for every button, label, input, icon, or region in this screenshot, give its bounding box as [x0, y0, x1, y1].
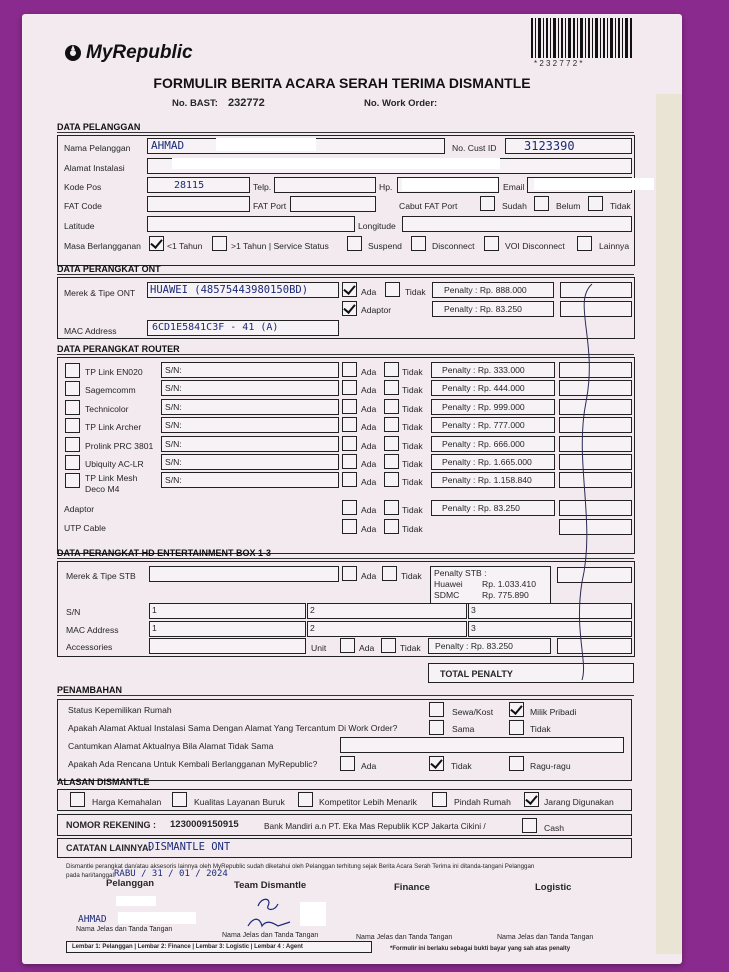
- stb-huawei-price: Rp. 1.033.410: [482, 579, 536, 589]
- router-row-1-tidak-checkbox[interactable]: [384, 362, 399, 377]
- router-row-1-ada: Ada: [361, 367, 377, 377]
- divider: [57, 695, 634, 696]
- lt1-label: <1 Tahun: [167, 241, 203, 251]
- router-row-6-penalty: Penalty : Rp. 1.665.000: [442, 457, 532, 467]
- total-penalty-label: TOTAL PENALTY: [440, 669, 513, 679]
- stb-sn-1[interactable]: [149, 603, 306, 619]
- stb-sdmc-price: Rp. 775.890: [482, 590, 529, 600]
- nama-label: Nama Pelanggan: [64, 143, 131, 153]
- kualitas-checkbox[interactable]: [172, 792, 187, 807]
- router-row-7-name2: Deco M4: [85, 484, 120, 495]
- nama-value: AHMAD: [151, 139, 185, 152]
- kode-pos-value: 28115: [174, 180, 205, 191]
- stb-merek-label: Merek & Tipe STB: [66, 571, 136, 581]
- stb-sn-label: S/N: [66, 607, 81, 617]
- router-row-7-ada-checkbox[interactable]: [342, 472, 357, 487]
- router-row-1-sn-field[interactable]: [161, 362, 339, 378]
- email-label: Email: [503, 182, 525, 192]
- router-row-1-ada-checkbox[interactable]: [342, 362, 357, 377]
- bast-number: 232772: [228, 97, 265, 109]
- jarang-checkbox[interactable]: [524, 792, 539, 807]
- rekening-number: 1230009150915: [170, 819, 239, 830]
- catatan-value: DISMANTLE ONT: [148, 841, 231, 853]
- router-adaptor-tidak: Tidak: [402, 505, 423, 515]
- rencana-tidak: Tidak: [451, 761, 472, 771]
- stb-merek-field[interactable]: [149, 566, 339, 582]
- telp-field[interactable]: [274, 177, 376, 193]
- stb-sn-3[interactable]: [468, 603, 632, 619]
- ont-ada-checkbox[interactable]: [342, 282, 357, 297]
- router-row-6-tidak-checkbox[interactable]: [384, 454, 399, 469]
- redaction: [402, 178, 498, 191]
- sig-team: Team Dismantle: [234, 880, 307, 891]
- belum-label: Belum: [556, 201, 581, 211]
- kompetitor-checkbox[interactable]: [298, 792, 313, 807]
- disconnect-checkbox[interactable]: [411, 236, 426, 251]
- stb-ada-checkbox[interactable]: [342, 566, 357, 581]
- divider: [57, 558, 634, 559]
- stb-mac-3[interactable]: [468, 621, 632, 637]
- router-row-3-sn-label: S/N:: [165, 401, 182, 412]
- stb-sn-2[interactable]: [307, 603, 467, 619]
- router-row-3-name: Technicolor: [85, 403, 129, 414]
- router-row-4-tidak-checkbox[interactable]: [384, 417, 399, 432]
- cust-id-label: No. Cust ID: [452, 143, 497, 153]
- acc-tidak-checkbox[interactable]: [381, 638, 396, 653]
- fat-code-label: FAT Code: [64, 201, 102, 211]
- stb-mac-1[interactable]: [149, 621, 306, 637]
- lainnya-label: Lainnya: [599, 241, 630, 251]
- stb-unit-label: Unit: [311, 643, 327, 653]
- work-order-label: No. Work Order:: [364, 98, 438, 109]
- router-row-5-ada: Ada: [361, 440, 377, 451]
- divider: [57, 354, 634, 355]
- sewa-label: Sewa/Kost: [452, 707, 494, 717]
- router-row-7-sn-label: S/N:: [165, 475, 182, 486]
- sig-logistic: Logistic: [535, 882, 572, 893]
- router-row-3-ada-checkbox[interactable]: [342, 399, 357, 414]
- router-row-3-penalty: Penalty : Rp. 999.000: [442, 401, 525, 412]
- ont-ada-label: Ada: [361, 287, 377, 297]
- form-title: FORMULIR BERITA ACARA SERAH TERIMA DISMANTLE: [153, 75, 531, 91]
- ont-tidak-checkbox[interactable]: [385, 282, 400, 297]
- redaction: [216, 138, 316, 151]
- router-row-4-tidak: Tidak: [402, 422, 423, 433]
- status-label: Status Kepemilikan Rumah: [68, 705, 172, 715]
- router-row-6-checkbox[interactable]: [65, 455, 80, 470]
- section-pelanggan: DATA PELANGGAN: [57, 122, 141, 132]
- router-row-3-ada: Ada: [361, 403, 377, 414]
- ont-tidak-label: Tidak: [405, 287, 426, 297]
- hp-label: Hp.: [379, 182, 393, 192]
- router-row-7-name: TP Link Mesh: [85, 473, 138, 484]
- team-signature: [238, 892, 298, 932]
- acc-penalty: Penalty : Rp. 83.250: [435, 641, 513, 651]
- fat-port-field[interactable]: [290, 196, 376, 212]
- router-row-2-tidak: Tidak: [402, 385, 423, 396]
- harga-checkbox[interactable]: [70, 792, 85, 807]
- router-row-3-sn-field[interactable]: [161, 399, 339, 415]
- router-adaptor-ada: Ada: [361, 505, 377, 515]
- alamat-label: Alamat Instalasi: [64, 163, 125, 173]
- router-row-6-sn-label: S/N:: [165, 457, 182, 467]
- suspend-checkbox[interactable]: [347, 236, 362, 251]
- suspend-label: Suspend: [368, 241, 402, 251]
- router-row-5-ada-checkbox[interactable]: [342, 436, 357, 451]
- stb-ada: Ada: [361, 571, 377, 581]
- acc-tidak: Tidak: [400, 643, 421, 653]
- acc-ada-checkbox[interactable]: [340, 638, 355, 653]
- cash-checkbox[interactable]: [522, 818, 537, 833]
- router-row-4-ada-checkbox[interactable]: [342, 417, 357, 432]
- router-row-1-sn-label: S/N:: [165, 365, 182, 375]
- router-row-4-sn-field[interactable]: [161, 417, 339, 433]
- router-row-2-ada: Ada: [361, 385, 377, 396]
- router-adaptor-penalty: Penalty : Rp. 83.250: [442, 503, 520, 513]
- kompetitor-label: Kompetitor Lebih Menarik: [319, 797, 417, 807]
- fat-port-label: FAT Port: [253, 201, 287, 211]
- router-row-5-penalty: Penalty : Rp. 666.000: [442, 438, 525, 449]
- ont-merek-label: Merek & Tipe ONT: [64, 288, 136, 298]
- milik-checkbox[interactable]: [509, 702, 524, 717]
- alamat-question: Apakah Alamat Aktual Instalasi Sama Dengan Alamat Yang Tercantum Di Work Order?: [68, 723, 398, 733]
- tidak-sama-label: Tidak: [530, 724, 551, 734]
- router-row-6-name: Ubiquity AC-LR: [85, 459, 144, 469]
- cantumkan-label: Cantumkan Alamat Aktualnya Bila Alamat Tidak Sama: [68, 741, 274, 751]
- router-row-6-tidak: Tidak: [402, 459, 423, 469]
- router-row-4-ada: Ada: [361, 422, 377, 433]
- sama-label: Sama: [452, 724, 475, 734]
- alamat-aktual-field[interactable]: [340, 737, 624, 753]
- pelanggan-name: AHMAD: [78, 914, 107, 925]
- cash-label: Cash: [544, 823, 565, 833]
- sig-caption-3: Nama Jelas dan Tanda Tangan: [356, 934, 453, 941]
- sewa-checkbox[interactable]: [429, 702, 444, 717]
- router-adaptor-tidak-checkbox[interactable]: [384, 500, 399, 515]
- harga-label: Harga Kemahalan: [92, 797, 162, 807]
- voi-label: VOI Disconnect: [505, 241, 565, 251]
- rencana-tidak-checkbox[interactable]: [429, 756, 444, 771]
- redaction: [172, 158, 500, 169]
- lt1-checkbox[interactable]: [149, 236, 164, 251]
- rekening-label: NOMOR REKENING :: [66, 820, 156, 830]
- latitude-field[interactable]: [147, 216, 355, 232]
- router-row-1-tidak: Tidak: [402, 367, 423, 377]
- utp-label: UTP Cable: [64, 523, 106, 533]
- rencana-ada: Ada: [361, 761, 377, 771]
- redaction: [116, 896, 156, 906]
- utp-ada: Ada: [361, 524, 377, 534]
- sig-caption-1: Nama Jelas dan Tanda Tangan: [76, 926, 173, 933]
- catatan-label: CATATAN LAINNYA:: [66, 843, 152, 853]
- router-row-5-tidak-checkbox[interactable]: [384, 436, 399, 451]
- sig-caption-4: Nama Jelas dan Tanda Tangan: [497, 934, 594, 941]
- stb-acc-label: Accessories: [66, 642, 113, 652]
- sama-checkbox[interactable]: [429, 720, 444, 735]
- utp-tidak-checkbox[interactable]: [384, 519, 399, 534]
- longitude-label: Longitude: [358, 221, 396, 231]
- stb-sn-n1: 1: [152, 605, 157, 615]
- gt1-label: >1 Tahun | Service Status: [231, 241, 329, 251]
- redaction: [118, 912, 196, 924]
- router-row-1-penalty: Penalty : Rp. 333.000: [442, 365, 525, 375]
- form-sheet: [22, 14, 682, 964]
- mac-label: MAC Address: [64, 326, 117, 336]
- router-row-5-sn-field[interactable]: [161, 436, 339, 452]
- mac-value: 6CD1E5841C3F - 41 (A): [152, 322, 279, 333]
- handwritten-line: [562, 282, 602, 682]
- underlying-page-edge: [656, 94, 682, 954]
- router-row-1-name: TP Link EN020: [85, 367, 143, 377]
- pindah-label: Pindah Rumah: [454, 797, 511, 807]
- stb-mac-n3: 3: [471, 623, 476, 633]
- rencana-question: Apakah Ada Rencana Untuk Kembali Berlangganan MyRepublic?: [68, 759, 318, 769]
- router-row-4-name: TP Link Archer: [85, 422, 142, 433]
- divider: [57, 274, 634, 275]
- cust-id-value: 3123390: [524, 139, 575, 153]
- lembar: Lembar 1: Pelanggan | Lembar 2: Finance | Lembar 3: Logistic | Lembar 4 : Agent: [72, 944, 303, 950]
- section-ont: DATA PERANGKAT ONT: [57, 264, 161, 274]
- stb-mac-n2: 2: [310, 623, 315, 633]
- fat-code-field[interactable]: [147, 196, 250, 212]
- stb-tidak: Tidak: [401, 571, 422, 581]
- stb-mac-2[interactable]: [307, 621, 467, 637]
- disclaimer: Dismantle perangkat dan/atau aksesoris lainnya oleh MyRepublic sudah diketahui oleh Pelanggan terhitung sejak Berita Acara Serah Terima ini ditanda-tangani Pelanggan: [66, 863, 535, 870]
- rencana-ada-checkbox[interactable]: [340, 756, 355, 771]
- sudah-checkbox[interactable]: [480, 196, 495, 211]
- router-row-3-tidak: Tidak: [402, 403, 423, 414]
- sig-pelanggan: Pelanggan: [106, 878, 155, 889]
- footnote: *Formulir ini berlaku sebagai bukti bayar yang sah atas penalty: [390, 946, 571, 952]
- utp-tidak: Tidak: [402, 524, 423, 534]
- router-row-7-ada: Ada: [361, 477, 377, 488]
- stb-sn-n2: 2: [310, 605, 315, 615]
- logo-icon: [64, 44, 82, 62]
- bast-label: No. BAST:: [172, 98, 218, 109]
- rekening-bank: Bank Mandiri a.n PT. Eka Mas Republik KCP Jakarta Cikini /: [264, 821, 486, 831]
- router-row-2-sn-label: S/N:: [165, 383, 182, 394]
- pindah-checkbox[interactable]: [432, 792, 447, 807]
- milik-label: Milik Pribadi: [530, 707, 577, 717]
- belum-checkbox[interactable]: [534, 196, 549, 211]
- masa-label: Masa Berlangganan: [64, 241, 141, 251]
- ragu-checkbox[interactable]: [509, 756, 524, 771]
- router-row-4-penalty: Penalty : Rp. 777.000: [442, 420, 525, 431]
- router-row-3-checkbox[interactable]: [65, 400, 80, 415]
- lainnya-checkbox[interactable]: [577, 236, 592, 251]
- router-row-1-checkbox[interactable]: [65, 363, 80, 378]
- router-row-2-sn-field[interactable]: [161, 380, 339, 396]
- router-adaptor-ada-checkbox[interactable]: [342, 500, 357, 515]
- router-row-5-name: Prolink PRC 3801: [85, 440, 154, 451]
- router-row-2-penalty: Penalty : Rp. 444.000: [442, 383, 525, 394]
- router-adaptor-label: Adaptor: [64, 504, 95, 514]
- utp-ada-checkbox[interactable]: [342, 519, 357, 534]
- router-row-4-sn-label: S/N:: [165, 420, 182, 431]
- tidak-sama-checkbox[interactable]: [509, 720, 524, 735]
- section-stb: DATA PERANGKAT HD ENTERTAINMENT BOX 1-3: [57, 548, 272, 558]
- router-row-4-checkbox[interactable]: [65, 418, 80, 433]
- myrepublic-logo: [64, 42, 193, 64]
- redaction: [300, 902, 326, 926]
- sig-caption-2: Nama Jelas dan Tanda Tangan: [222, 932, 319, 939]
- cabut-label: Cabut FAT Port: [399, 201, 458, 211]
- section-alasan: ALASAN DISMANTLE: [57, 777, 150, 787]
- kualitas-label: Kualitas Layanan Buruk: [194, 797, 285, 807]
- router-row-5-checkbox[interactable]: [65, 437, 80, 452]
- router-row-7-checkbox[interactable]: [65, 473, 80, 488]
- router-row-7-tidak-checkbox[interactable]: [384, 472, 399, 487]
- stb-penalty-title: Penalty STB :: [434, 568, 487, 578]
- date-value: RABU / 31 / 01 / 2024: [114, 869, 228, 879]
- ragu-label: Ragu-ragu: [530, 761, 571, 771]
- latitude-label: Latitude: [64, 221, 95, 231]
- router-row-7-sn-field[interactable]: [161, 472, 339, 488]
- adaptor-label: Adaptor: [361, 305, 392, 315]
- telp-label: Telp.: [253, 182, 272, 192]
- longitude-field[interactable]: [402, 216, 632, 232]
- stb-sn-n3: 3: [471, 605, 476, 615]
- router-row-5-tidak: Tidak: [402, 440, 423, 451]
- ont-penalty: Penalty : Rp. 888.000: [444, 285, 527, 295]
- router-row-7-tidak: Tidak: [402, 477, 423, 488]
- disclaimer-2: pada hari/tanggal:: [66, 872, 116, 879]
- router-row-7-penalty: Penalty : Rp. 1.158.840: [442, 475, 532, 486]
- stb-tidak-checkbox[interactable]: [382, 566, 397, 581]
- router-row-5-sn-label: S/N:: [165, 438, 182, 449]
- redaction: [534, 178, 654, 190]
- router-row-6-ada: Ada: [361, 459, 377, 469]
- stb-sdmc: SDMC: [434, 590, 460, 600]
- disconnect-label: Disconnect: [432, 241, 475, 251]
- section-router: DATA PERANGKAT ROUTER: [57, 344, 180, 354]
- stb-huawei: Huawei: [434, 579, 463, 589]
- router-row-2-checkbox[interactable]: [65, 381, 80, 396]
- router-row-6-ada-checkbox[interactable]: [342, 454, 357, 469]
- router-row-6-sn-field[interactable]: [161, 454, 339, 470]
- tidak-label: Tidak: [610, 201, 631, 211]
- adaptor-checkbox[interactable]: [342, 301, 357, 316]
- acc-ada: Ada: [359, 643, 375, 653]
- sig-finance: Finance: [394, 882, 430, 893]
- gt1-checkbox[interactable]: [212, 236, 227, 251]
- kode-pos-label: Kode Pos: [64, 182, 102, 192]
- voi-checkbox[interactable]: [484, 236, 499, 251]
- router-row-3-tidak-checkbox[interactable]: [384, 399, 399, 414]
- router-row-2-name: Sagemcomm: [85, 385, 136, 396]
- stb-mac-label: MAC Address: [66, 625, 119, 635]
- jarang-label: Jarang Digunakan: [544, 797, 614, 807]
- ont-merek-value: HUAWEI (48575443980150BD): [150, 284, 309, 296]
- barcode-number: * 2 3 2 7 7 2 *: [534, 59, 583, 68]
- sudah-label: Sudah: [502, 201, 527, 211]
- stb-mac-n1: 1: [152, 623, 157, 633]
- router-row-2-tidak-checkbox[interactable]: [384, 380, 399, 395]
- tidak-checkbox[interactable]: [588, 196, 603, 211]
- divider: [57, 132, 634, 133]
- logo-text: MyRepublic: [86, 42, 193, 63]
- section-penambahan: PENAMBAHAN: [57, 685, 122, 695]
- stb-acc-field[interactable]: [149, 638, 306, 654]
- router-row-2-ada-checkbox[interactable]: [342, 380, 357, 395]
- adaptor-penalty: Penalty : Rp. 83.250: [444, 304, 522, 314]
